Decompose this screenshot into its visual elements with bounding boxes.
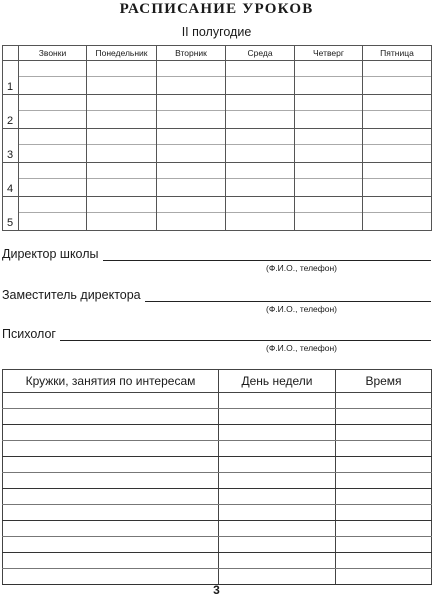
clubs-cell[interactable] <box>336 553 432 569</box>
clubs-cell[interactable] <box>219 473 336 489</box>
clubs-cell[interactable] <box>219 409 336 425</box>
schedule-cell[interactable] <box>295 61 363 95</box>
schedule-row <box>3 197 432 231</box>
deputy-signature-line <box>2 288 431 314</box>
schedule-cell[interactable] <box>226 61 295 95</box>
director-hint: (Ф.И.О., телефон) <box>266 263 337 273</box>
schedule-cell[interactable] <box>363 61 432 95</box>
schedule-row <box>3 163 432 197</box>
cell-divider-line <box>157 198 225 213</box>
cell-divider-line <box>157 164 225 179</box>
clubs-table <box>2 369 432 585</box>
clubs-cell[interactable] <box>219 441 336 457</box>
schedule-cell[interactable] <box>19 61 87 95</box>
clubs-cell[interactable] <box>3 425 219 441</box>
schedule-cell[interactable] <box>87 197 157 231</box>
lesson-number: 5 <box>3 197 19 231</box>
clubs-header-time: Время <box>336 370 432 393</box>
cell-divider-line <box>226 198 294 213</box>
cell-divider-line <box>157 96 225 111</box>
clubs-cell[interactable] <box>3 457 219 473</box>
clubs-cell[interactable] <box>336 521 432 537</box>
psychologist-field[interactable] <box>60 340 431 341</box>
schedule-header-num <box>3 46 19 61</box>
clubs-cell[interactable] <box>336 537 432 553</box>
clubs-header-row <box>3 370 432 393</box>
cell-divider-line <box>363 96 431 111</box>
schedule-row <box>3 61 432 95</box>
cell-divider-line <box>157 130 225 145</box>
director-label: Директор школы <box>2 247 99 261</box>
clubs-cell[interactable] <box>3 441 219 457</box>
clubs-cell[interactable] <box>336 441 432 457</box>
page-number: 3 <box>213 583 220 597</box>
schedule-header-row <box>3 46 432 61</box>
clubs-cell[interactable] <box>336 473 432 489</box>
schedule-table <box>2 45 432 231</box>
schedule-cell[interactable] <box>157 197 226 231</box>
lesson-number: 3 <box>3 129 19 163</box>
cell-divider-line <box>157 62 225 77</box>
cell-divider-line <box>363 198 431 213</box>
clubs-cell[interactable] <box>336 457 432 473</box>
schedule-cell[interactable] <box>19 95 87 129</box>
lesson-number: 2 <box>3 95 19 129</box>
schedule-cell[interactable] <box>87 129 157 163</box>
clubs-cell[interactable] <box>3 537 219 553</box>
cell-divider-line <box>295 62 362 77</box>
clubs-cell[interactable] <box>3 393 219 409</box>
cell-divider-line <box>295 164 362 179</box>
cell-divider-line <box>226 164 294 179</box>
clubs-cell[interactable] <box>219 553 336 569</box>
deputy-field[interactable] <box>145 301 431 302</box>
clubs-row <box>3 521 432 537</box>
deputy-hint: (Ф.И.О., телефон) <box>266 304 337 314</box>
lesson-number: 1 <box>3 61 19 95</box>
clubs-row <box>3 537 432 553</box>
schedule-cell[interactable] <box>363 95 432 129</box>
schedule-cell[interactable] <box>87 95 157 129</box>
cell-divider-line <box>295 96 362 111</box>
cell-divider-line <box>363 130 431 145</box>
clubs-row <box>3 473 432 489</box>
clubs-cell[interactable] <box>3 505 219 521</box>
schedule-cell[interactable] <box>19 129 87 163</box>
clubs-cell[interactable] <box>336 409 432 425</box>
schedule-cell[interactable] <box>226 95 295 129</box>
clubs-cell[interactable] <box>336 393 432 409</box>
clubs-cell[interactable] <box>336 425 432 441</box>
clubs-cell[interactable] <box>219 521 336 537</box>
director-signature-line <box>2 247 431 273</box>
schedule-cell[interactable] <box>157 95 226 129</box>
schedule-cell[interactable] <box>295 95 363 129</box>
schedule-header-wednesday: Среда <box>226 46 295 61</box>
schedule-row <box>3 129 432 163</box>
clubs-row <box>3 489 432 505</box>
director-field[interactable] <box>103 260 431 261</box>
clubs-row <box>3 409 432 425</box>
schedule-cell[interactable] <box>226 163 295 197</box>
clubs-header-activity: Кружки, занятия по интересам <box>3 370 219 393</box>
lesson-number: 4 <box>3 163 19 197</box>
clubs-cell[interactable] <box>3 521 219 537</box>
schedule-cell[interactable] <box>226 129 295 163</box>
clubs-cell[interactable] <box>3 489 219 505</box>
clubs-cell[interactable] <box>3 409 219 425</box>
schedule-cell[interactable] <box>157 61 226 95</box>
cell-divider-line <box>226 62 294 77</box>
cell-divider-line <box>19 62 86 77</box>
clubs-cell[interactable] <box>336 489 432 505</box>
clubs-cell[interactable] <box>336 505 432 521</box>
cell-divider-line <box>295 130 362 145</box>
psychologist-hint: (Ф.И.О., телефон) <box>266 343 337 353</box>
cell-divider-line <box>87 198 156 213</box>
clubs-cell[interactable] <box>3 553 219 569</box>
cell-divider-line <box>87 164 156 179</box>
cell-divider-line <box>19 198 86 213</box>
schedule-cell[interactable] <box>157 129 226 163</box>
clubs-row <box>3 393 432 409</box>
deputy-label: Заместитель директора <box>2 288 141 302</box>
clubs-cell[interactable] <box>219 393 336 409</box>
cell-divider-line <box>295 198 362 213</box>
page-subtitle: II полугодие <box>181 25 252 39</box>
schedule-header-tuesday: Вторник <box>157 46 226 61</box>
psychologist-label: Психолог <box>2 327 56 341</box>
schedule-cell[interactable] <box>363 163 432 197</box>
cell-divider-line <box>19 130 86 145</box>
clubs-cell[interactable] <box>219 489 336 505</box>
schedule-cell[interactable] <box>19 197 87 231</box>
clubs-row <box>3 505 432 521</box>
clubs-cell[interactable] <box>219 537 336 553</box>
schedule-cell[interactable] <box>19 163 87 197</box>
clubs-row <box>3 441 432 457</box>
schedule-cell[interactable] <box>295 197 363 231</box>
cell-divider-line <box>19 164 86 179</box>
cell-divider-line <box>87 62 156 77</box>
clubs-cell[interactable] <box>219 457 336 473</box>
cell-divider-line <box>226 130 294 145</box>
schedule-header-bells: Звонки <box>19 46 87 61</box>
cell-divider-line <box>87 96 156 111</box>
schedule-cell[interactable] <box>295 163 363 197</box>
schedule-cell[interactable] <box>87 163 157 197</box>
clubs-row <box>3 425 432 441</box>
schedule-cell[interactable] <box>363 129 432 163</box>
clubs-row <box>3 553 432 569</box>
schedule-cell[interactable] <box>363 197 432 231</box>
schedule-row <box>3 95 432 129</box>
schedule-header-monday: Понедельник <box>87 46 157 61</box>
schedule-header-friday: Пятница <box>363 46 432 61</box>
cell-divider-line <box>226 96 294 111</box>
schedule-header-thursday: Четверг <box>295 46 363 61</box>
cell-divider-line <box>87 130 156 145</box>
clubs-cell[interactable] <box>3 473 219 489</box>
schedule-cell[interactable] <box>295 129 363 163</box>
page-title: РАСПИСАНИЕ УРОКОВ <box>119 1 314 17</box>
schedule-cell[interactable] <box>157 163 226 197</box>
psychologist-signature-line <box>2 327 431 353</box>
clubs-cell[interactable] <box>219 505 336 521</box>
cell-divider-line <box>19 96 86 111</box>
schedule-cell[interactable] <box>226 197 295 231</box>
clubs-row <box>3 457 432 473</box>
schedule-cell[interactable] <box>87 61 157 95</box>
cell-divider-line <box>363 164 431 179</box>
clubs-header-day: День недели <box>219 370 336 393</box>
clubs-cell[interactable] <box>219 425 336 441</box>
cell-divider-line <box>363 62 431 77</box>
